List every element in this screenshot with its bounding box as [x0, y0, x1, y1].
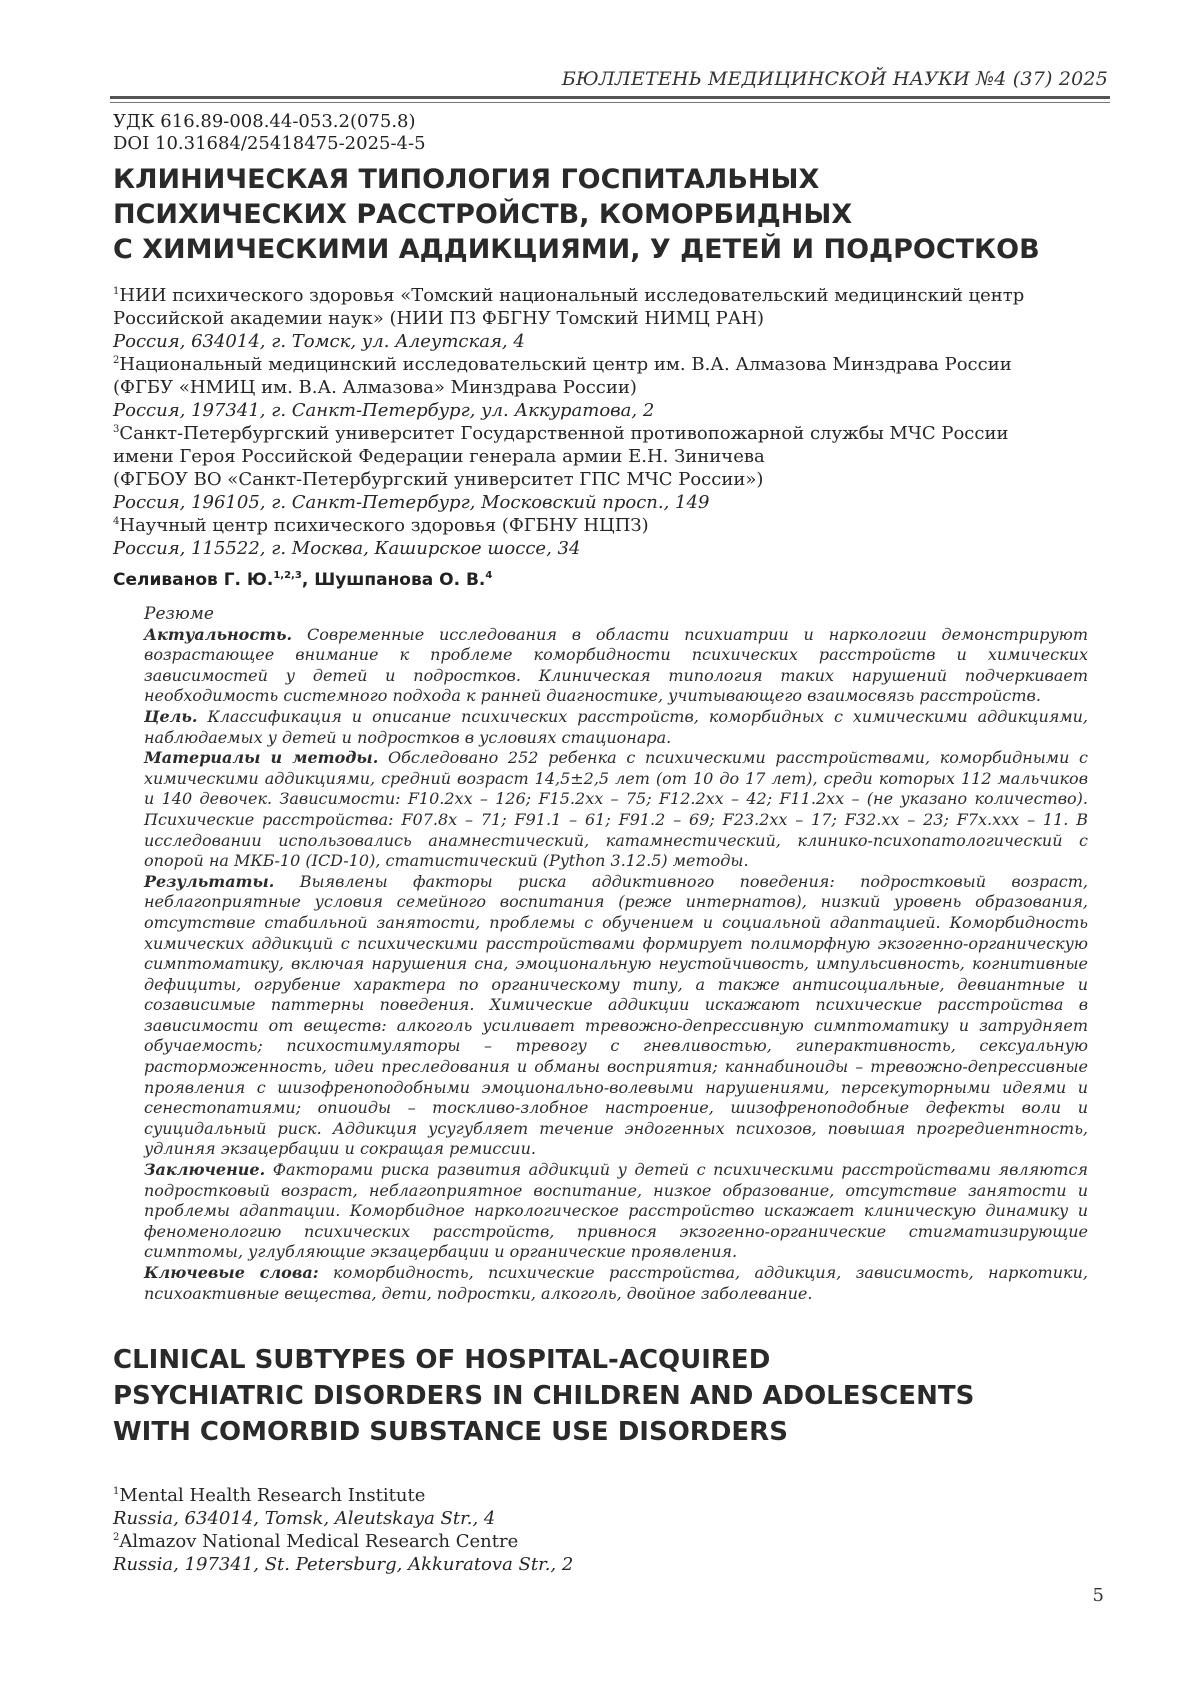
affiliation-address: Россия, 634014, г. Томск, ул. Алеутская, 4 [113, 331, 525, 352]
abstract-text: коморбидность, психические расстройства, аддикция, зависимость, наркотики, психоактивные вещества, дети, подростки, алкоголь, двойное заболевание. [144, 1263, 1088, 1303]
affiliation-2 [113, 353, 1083, 376]
abstract-relevance [144, 625, 1088, 707]
title-en-line: CLINICAL SUBTYPES OF HOSPITAL-ACQUIRED [113, 1345, 771, 1375]
affiliation-sup: 3 [113, 424, 120, 435]
affiliation-line: Научный центр психического здоровья (ФГБНУ НЦПЗ) [119, 515, 649, 536]
affiliations-en [113, 1484, 573, 1576]
author-name: Селиванов Г. Ю. [113, 570, 274, 590]
affiliation-address: Россия, 196105, г. Санкт-Петербург, Московский просп., 149 [113, 492, 710, 513]
affiliation-4 [113, 514, 1083, 537]
affiliation-line: Санкт-Петербургский университет Государственной противопожарной службы МЧС России [119, 423, 1009, 444]
affiliation-line: (ФГБУ «НМИЦ им. В.А. Алмазова» Минздрава России) [113, 377, 637, 398]
affiliation-sup: 4 [113, 516, 120, 527]
udc-code: УДК 616.89-008.44-053.2(075.8) [113, 111, 416, 132]
author-sup: 4 [485, 570, 493, 581]
article-meta [113, 111, 426, 155]
abstract-methods [144, 748, 1088, 872]
abstract-text: Обследовано 252 ребенка с психическими расстройствами, коморбидными с химическими аддикциями, средний возраст 14,5±2,5 лет (от 10 до 17 лет), среди которых 112 мальчиков и 140 девочек. Зависимости: F10.2xx – 126; F15.2xx – 75; F12.2xx – 42; F11.2xx – (не указано количество). Психические расстройства: F07.8x – 71; F91.1 – 61; F91.2 – 69; F23.2xx – 17; F32.xx – 23; F7x.xxx – 11. В исследовании использовались анамнестический, катамнестический, клинико-психопатологический с опорой на МКБ-10 (ICD-10), статистический (Python 3.12.5) методы. [144, 748, 1088, 871]
abstract-text: Выявлены факторы риска аддиктивного поведения: подростковый возраст, неблагоприятные условия семейного воспитания (реже интернатов), низкий уровень образования, отсутствие стабильной занятости, проблемы с обучением и социальной адаптацией. Коморбидность химических аддикций с психическими расстройствами формирует полиморфную экзогенно-органическую симптоматику, включая нарушения сна, эмоциональную неустойчивость, импульсивность, когнитивные дефициты, огрубение характера по органическому типу, а также антисоциальные, девиантные и созависимые паттерны поведения. Химические аддикции искажают психические расстройства в зависимости от веществ: алкоголь усиливает тревожно-депрессивную симптоматику и затрудняет обучаемость; психостимуляторы – тревогу с гневливостью, гиперактивность, сексуальную расторможенность, идеи преследования и обманы восприятия; каннабиноиды – тревожно-депрессивные проявления с шизофреноподобными эмоционально-волевыми нарушениями, персекуторными идеями и сенестопатиями; опиоиды – тоскливо-злобное настроение, шизофреноподобные дефекты воли и суицидальный риск. Аддикция усугубляет течение эндогенных психозов, повышая прогредиентность, удлиняя экзацербации и сокращая ремиссии. [144, 871, 1089, 1159]
affiliation-line: имени Героя Российской Федерации генерала армии Е.Н. Зиничева [113, 446, 765, 467]
abstract-goal [144, 707, 1088, 748]
title-ru-line: КЛИНИЧЕСКАЯ ТИПОЛОГИЯ ГОСПИТАЛЬНЫХ [113, 164, 820, 195]
affiliation-address: Россия, 197341, г. Санкт-Петербург, ул. Аккуратова, 2 [113, 400, 655, 421]
affiliation-name: Almazov National Medical Research Centre [119, 1531, 519, 1552]
authors [113, 570, 492, 590]
affiliation-line: (ФГБОУ ВО «Санкт-Петербургский университет ГПС МЧС России») [113, 469, 764, 490]
doi: DOI 10.31684/25418475-2025-4-5 [113, 133, 426, 154]
abstract-label: Цель. [144, 706, 198, 726]
journal-header: БЮЛЛЕТЕНЬ МЕДИЦИНСКОЙ НАУКИ №4 (37) 2025 [561, 68, 1108, 90]
title-ru [113, 162, 1073, 267]
title-ru-line: С ХИМИЧЕСКИМИ АДДИКЦИЯМИ, У ДЕТЕЙ И ПОДРОСТКОВ [113, 234, 1040, 265]
affiliation-address: Russia, 197341, St. Petersburg, Akkuratova Str., 2 [113, 1554, 574, 1575]
abstract-text: Факторами риска развития аддикций у детей с психическими расстройствами являются подростковый возраст, неблагоприятное воспитание, низкое образование, отсутствие занятости и проблемы адаптации. Коморбидное наркологическое расстройство искажает клиническую динамику и феноменологию психических расстройств, привнося экзогенно-органические стигматизирующие симптомы, углубляющие экзацербации и органические проявления. [144, 1160, 1088, 1262]
affiliation-sup: 2 [113, 1532, 120, 1543]
affiliation-line: Российской академии наук» (НИИ ПЗ ФБГНУ Томский НИМЦ РАН) [113, 308, 765, 329]
abstract-label: Заключение. [144, 1160, 266, 1180]
page-number: 5 [1092, 1585, 1104, 1606]
abstract-heading: Резюме [144, 604, 214, 624]
abstract-text: Классификация и описание психических расстройств, коморбидных с химическими аддикциями, наблюдаемых у детей и подростков в условиях стационара. [144, 706, 1088, 747]
abstract-results [144, 872, 1088, 1160]
affiliation-line: НИИ психического здоровья «Томский национальный исследовательский медицинский центр [119, 285, 1025, 306]
affiliation-en-2 [113, 1530, 573, 1553]
title-ru-line: ПСИХИЧЕСКИХ РАССТРОЙСТВ, КОМОРБИДНЫХ [113, 199, 853, 230]
abstract-label: Ключевые слова: [144, 1263, 319, 1282]
abstract-text: Современные исследования в области психиатрии и наркологии демонстрируют возрастающее внимание к проблеме коморбидности психических расстройств и химических зависимостей у детей и подростков. Клиническая типология таких нарушений подчеркивает необходимость системного подхода к ранней диагностике, учитывающего взаимосвязь расстройств. [144, 624, 1088, 706]
affiliation-address: Russia, 634014, Tomsk, Aleutskaya Str., 4 [113, 1508, 496, 1529]
affiliation-3 [113, 422, 1083, 445]
affiliation-sup: 1 [113, 286, 120, 297]
author-name: Шушпанова О. В. [314, 570, 486, 590]
affiliation-sup: 1 [113, 1486, 120, 1497]
abstract-ru [144, 604, 1088, 1304]
title-en [113, 1342, 1073, 1450]
affiliation-en-1 [113, 1484, 573, 1507]
abstract-conclusion [144, 1160, 1088, 1263]
affiliation-1 [113, 284, 1083, 307]
abstract-label: Материалы и методы. [144, 748, 379, 768]
title-en-line: WITH COMORBID SUBSTANCE USE DISORDERS [113, 1417, 788, 1447]
header-rule-thick [110, 96, 1110, 99]
affiliation-sup: 2 [113, 355, 120, 366]
author-separator: , [301, 570, 315, 590]
author-sup: 1,2,3 [273, 570, 302, 581]
abstract-keywords [144, 1263, 1088, 1304]
header-rule-thin [110, 102, 1110, 103]
affiliation-name: Mental Health Research Institute [119, 1485, 426, 1506]
abstract-label: Результаты. [144, 871, 275, 891]
abstract-label: Актуальность. [144, 624, 293, 644]
affiliation-address: Россия, 115522, г. Москва, Каширское шоссе, 34 [113, 538, 581, 559]
affiliations-ru [113, 284, 1083, 560]
title-en-line: PSYCHIATRIC DISORDERS IN CHILDREN AND ADOLESCENTS [113, 1381, 975, 1411]
affiliation-line: Национальный медицинский исследовательский центр им. В.А. Алмазова Минздрава России [119, 354, 1012, 375]
